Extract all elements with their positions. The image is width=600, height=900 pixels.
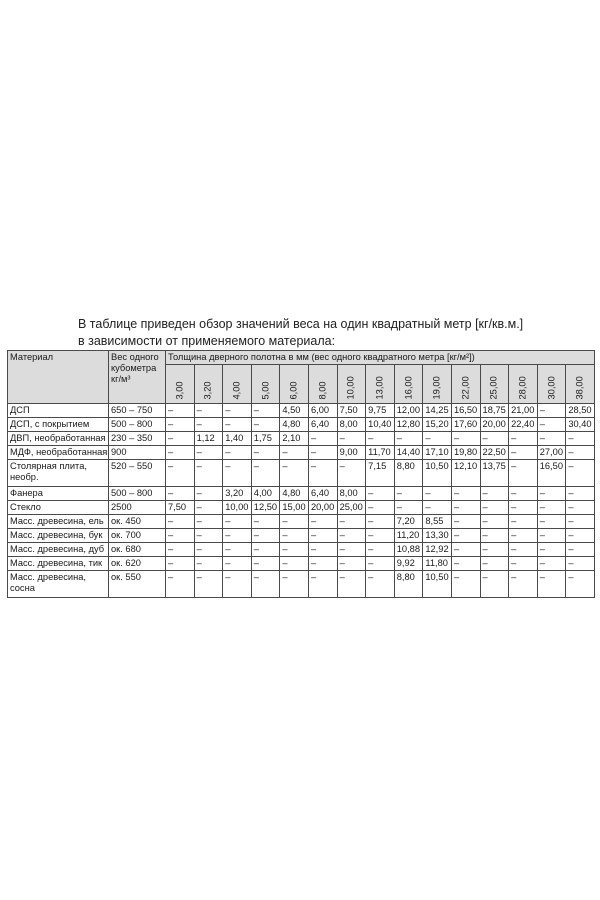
cell-value: – xyxy=(537,418,566,432)
cell-value: – xyxy=(566,460,595,487)
header-thickness-label: 16,00 xyxy=(403,376,414,400)
cell-value: – xyxy=(537,529,566,543)
cell-density: 900 xyxy=(109,446,166,460)
table-row xyxy=(8,404,595,418)
header-thickness xyxy=(337,365,366,404)
cell-material: ДСП, с покрытием xyxy=(8,418,109,432)
cell-value: – xyxy=(537,557,566,571)
cell-value: – xyxy=(366,557,395,571)
cell-value: – xyxy=(480,571,509,598)
table-row xyxy=(8,501,595,515)
table-row xyxy=(8,418,595,432)
cell-value: – xyxy=(166,460,195,487)
cell-value: – xyxy=(509,487,538,501)
cell-value: – xyxy=(194,501,223,515)
header-thickness-label: 22,00 xyxy=(460,376,471,400)
cell-value: 4,80 xyxy=(280,487,309,501)
cell-value: 8,55 xyxy=(423,515,452,529)
cell-value: – xyxy=(566,487,595,501)
cell-value: 14,40 xyxy=(394,446,423,460)
cell-value: – xyxy=(194,557,223,571)
cell-density: ок. 550 xyxy=(109,571,166,598)
cell-material: Масс. древесина, сосна xyxy=(8,571,109,598)
cell-value: 11,70 xyxy=(366,446,395,460)
cell-material: Масс. древесина, ель xyxy=(8,515,109,529)
cell-value: – xyxy=(223,446,252,460)
header-thickness-label: 13,00 xyxy=(374,376,385,400)
header-thickness-label: 5,00 xyxy=(260,381,271,400)
cell-material: Фанера xyxy=(8,487,109,501)
cell-value: – xyxy=(223,404,252,418)
cell-value: – xyxy=(537,501,566,515)
cell-value: 12,10 xyxy=(451,460,480,487)
cell-value: – xyxy=(223,557,252,571)
cell-value: – xyxy=(337,432,366,446)
cell-value: – xyxy=(251,515,280,529)
cell-value: 4,50 xyxy=(280,404,309,418)
header-thickness-label: 6,00 xyxy=(288,381,299,400)
cell-value: – xyxy=(337,515,366,529)
cell-value: – xyxy=(166,418,195,432)
cell-value: 7,20 xyxy=(394,515,423,529)
cell-density: 2500 xyxy=(109,501,166,515)
cell-value: – xyxy=(480,543,509,557)
cell-value: – xyxy=(480,515,509,529)
cell-value: – xyxy=(451,432,480,446)
cell-value: – xyxy=(194,404,223,418)
cell-value: 6,40 xyxy=(308,487,337,501)
cell-value: 19,80 xyxy=(451,446,480,460)
header-row-1 xyxy=(8,351,595,365)
cell-value: – xyxy=(366,515,395,529)
cell-value: – xyxy=(566,501,595,515)
cell-value: – xyxy=(394,432,423,446)
cell-value: 20,00 xyxy=(308,501,337,515)
header-density: Вес одного кубометра кг/м³ xyxy=(109,351,166,404)
cell-value: – xyxy=(423,501,452,515)
cell-value: – xyxy=(308,515,337,529)
cell-value: – xyxy=(451,487,480,501)
cell-value: – xyxy=(451,543,480,557)
cell-value: – xyxy=(251,460,280,487)
cell-value: 8,00 xyxy=(337,487,366,501)
header-thickness xyxy=(480,365,509,404)
cell-value: – xyxy=(308,432,337,446)
cell-value: – xyxy=(366,432,395,446)
cell-value: – xyxy=(223,571,252,598)
cell-value: – xyxy=(251,571,280,598)
cell-value: 4,00 xyxy=(251,487,280,501)
header-thickness xyxy=(423,365,452,404)
table-row xyxy=(8,460,595,487)
table-row xyxy=(8,515,595,529)
cell-value: – xyxy=(509,543,538,557)
cell-material: Масс. древесина, тик xyxy=(8,557,109,571)
cell-value: 7,15 xyxy=(366,460,395,487)
cell-value: – xyxy=(251,446,280,460)
cell-value: 1,12 xyxy=(194,432,223,446)
cell-value: – xyxy=(308,446,337,460)
cell-material: ДВП, необработанная xyxy=(8,432,109,446)
cell-material: Масс. древесина, дуб xyxy=(8,543,109,557)
cell-value: – xyxy=(566,571,595,598)
table-row xyxy=(8,557,595,571)
cell-value: – xyxy=(509,529,538,543)
cell-value: – xyxy=(166,432,195,446)
cell-value: 2,10 xyxy=(280,432,309,446)
cell-density: 500 – 800 xyxy=(109,487,166,501)
header-thickness xyxy=(394,365,423,404)
header-thickness xyxy=(194,365,223,404)
cell-value: – xyxy=(194,487,223,501)
header-thickness xyxy=(509,365,538,404)
cell-value: – xyxy=(308,557,337,571)
cell-material: Столярная плита, необр. xyxy=(8,460,109,487)
cell-value: – xyxy=(166,487,195,501)
cell-value: – xyxy=(566,529,595,543)
cell-value: 6,40 xyxy=(308,418,337,432)
cell-value: – xyxy=(280,515,309,529)
cell-value: – xyxy=(166,446,195,460)
cell-value: 10,88 xyxy=(394,543,423,557)
cell-value: – xyxy=(451,515,480,529)
cell-value: – xyxy=(223,418,252,432)
header-thickness xyxy=(251,365,280,404)
cell-value: 10,40 xyxy=(366,418,395,432)
header-thickness-label: 38,00 xyxy=(574,376,585,400)
cell-value: 28,50 xyxy=(566,404,595,418)
cell-value: – xyxy=(251,557,280,571)
header-thickness-label: 3,20 xyxy=(202,381,213,400)
cell-density: ок. 620 xyxy=(109,557,166,571)
cell-value: – xyxy=(566,543,595,557)
cell-value: – xyxy=(566,432,595,446)
cell-value: 7,50 xyxy=(337,404,366,418)
intro-line-1: В таблице приведен обзор значений веса на один квадратный метр [кг/кв.м.] xyxy=(78,317,524,331)
cell-value: – xyxy=(194,543,223,557)
cell-value: 12,80 xyxy=(394,418,423,432)
cell-value: – xyxy=(223,529,252,543)
cell-value: – xyxy=(451,529,480,543)
cell-value: – xyxy=(480,487,509,501)
cell-value: – xyxy=(308,460,337,487)
cell-value: – xyxy=(280,543,309,557)
cell-value: – xyxy=(537,432,566,446)
cell-value: – xyxy=(509,501,538,515)
cell-value: – xyxy=(280,460,309,487)
cell-value: 3,20 xyxy=(223,487,252,501)
cell-value: – xyxy=(337,557,366,571)
cell-value: – xyxy=(308,543,337,557)
table-row xyxy=(8,571,595,598)
cell-value: – xyxy=(480,557,509,571)
cell-value: 1,40 xyxy=(223,432,252,446)
cell-density: ок. 450 xyxy=(109,515,166,529)
cell-value: 8,80 xyxy=(394,571,423,598)
cell-density: ок. 680 xyxy=(109,543,166,557)
cell-value: – xyxy=(223,460,252,487)
cell-material: МДФ, необработанная xyxy=(8,446,109,460)
header-thickness-label: 19,00 xyxy=(431,376,442,400)
cell-density: 520 – 550 xyxy=(109,460,166,487)
cell-value: – xyxy=(251,529,280,543)
cell-value: – xyxy=(480,501,509,515)
cell-value: – xyxy=(223,515,252,529)
cell-value: 8,80 xyxy=(394,460,423,487)
cell-value: – xyxy=(509,432,538,446)
cell-value: 8,00 xyxy=(337,418,366,432)
header-thickness xyxy=(280,365,309,404)
header-thickness-group: Толщина дверного полотна в мм (вес одного квадратного метра [кг/м²]) xyxy=(166,351,595,365)
cell-value: – xyxy=(366,487,395,501)
header-thickness-label: 30,00 xyxy=(546,376,557,400)
cell-value: 12,00 xyxy=(394,404,423,418)
cell-density: ок. 700 xyxy=(109,529,166,543)
cell-value: 10,00 xyxy=(223,501,252,515)
cell-value: – xyxy=(509,446,538,460)
cell-value: – xyxy=(366,543,395,557)
table-row xyxy=(8,432,595,446)
cell-value: – xyxy=(451,571,480,598)
intro-line-2: в зависимости от применяемого материала: xyxy=(78,334,336,348)
cell-value: – xyxy=(337,543,366,557)
cell-value: – xyxy=(480,432,509,446)
cell-value: – xyxy=(251,543,280,557)
cell-value: – xyxy=(509,571,538,598)
cell-value: 25,00 xyxy=(337,501,366,515)
header-thickness xyxy=(366,365,395,404)
cell-material: Стекло xyxy=(8,501,109,515)
header-thickness-label: 3,00 xyxy=(174,381,185,400)
cell-value: – xyxy=(194,571,223,598)
header-thickness xyxy=(451,365,480,404)
cell-value: – xyxy=(194,460,223,487)
header-thickness-label: 8,00 xyxy=(317,381,328,400)
header-thickness xyxy=(537,365,566,404)
cell-value: 11,80 xyxy=(423,557,452,571)
cell-value: – xyxy=(537,487,566,501)
cell-value: – xyxy=(566,446,595,460)
cell-value: 16,50 xyxy=(451,404,480,418)
header-thickness-label: 10,00 xyxy=(345,376,356,400)
cell-value: 21,00 xyxy=(509,404,538,418)
cell-value: 13,30 xyxy=(423,529,452,543)
cell-value: – xyxy=(566,515,595,529)
table-row xyxy=(8,446,595,460)
cell-value: – xyxy=(509,557,538,571)
cell-value: – xyxy=(166,571,195,598)
cell-value: 17,60 xyxy=(451,418,480,432)
cell-value: 27,00 xyxy=(537,446,566,460)
cell-value: – xyxy=(537,543,566,557)
cell-density: 650 – 750 xyxy=(109,404,166,418)
cell-value: – xyxy=(251,404,280,418)
cell-value: 22,40 xyxy=(509,418,538,432)
intro-text xyxy=(78,316,578,350)
cell-value: – xyxy=(480,529,509,543)
cell-value: – xyxy=(366,529,395,543)
cell-value: – xyxy=(394,487,423,501)
cell-value: – xyxy=(223,543,252,557)
table-row xyxy=(8,543,595,557)
cell-value: 10,50 xyxy=(423,571,452,598)
cell-value: – xyxy=(451,501,480,515)
cell-value: – xyxy=(337,529,366,543)
cell-value: 16,50 xyxy=(537,460,566,487)
cell-value: 12,92 xyxy=(423,543,452,557)
cell-value: – xyxy=(280,571,309,598)
cell-value: 18,75 xyxy=(480,404,509,418)
cell-value: 9,00 xyxy=(337,446,366,460)
cell-value: – xyxy=(194,446,223,460)
cell-value: – xyxy=(280,446,309,460)
cell-value: – xyxy=(166,557,195,571)
cell-value: – xyxy=(537,404,566,418)
table-row xyxy=(8,529,595,543)
cell-value: 15,20 xyxy=(423,418,452,432)
cell-value: 15,00 xyxy=(280,501,309,515)
cell-value: 9,92 xyxy=(394,557,423,571)
cell-density: 230 – 350 xyxy=(109,432,166,446)
header-thickness xyxy=(166,365,195,404)
cell-value: 7,50 xyxy=(166,501,195,515)
cell-value: 6,00 xyxy=(308,404,337,418)
header-thickness-label: 28,00 xyxy=(517,376,528,400)
cell-value: 22,50 xyxy=(480,446,509,460)
cell-value: – xyxy=(337,460,366,487)
cell-value: 1,75 xyxy=(251,432,280,446)
cell-value: – xyxy=(308,571,337,598)
cell-value: 14,25 xyxy=(423,404,452,418)
cell-value: – xyxy=(394,501,423,515)
cell-value: – xyxy=(280,529,309,543)
cell-value: – xyxy=(251,418,280,432)
cell-value: – xyxy=(194,515,223,529)
cell-value: – xyxy=(509,460,538,487)
cell-value: – xyxy=(423,432,452,446)
cell-value: – xyxy=(366,501,395,515)
header-thickness xyxy=(308,365,337,404)
cell-value: 20,00 xyxy=(480,418,509,432)
cell-value: 13,75 xyxy=(480,460,509,487)
cell-value: 11,20 xyxy=(394,529,423,543)
cell-density: 500 – 800 xyxy=(109,418,166,432)
header-material: Материал xyxy=(8,351,109,404)
cell-value: – xyxy=(166,404,195,418)
cell-value: – xyxy=(366,571,395,598)
cell-value: – xyxy=(166,543,195,557)
cell-value: – xyxy=(280,557,309,571)
cell-value: – xyxy=(566,557,595,571)
cell-value: 4,80 xyxy=(280,418,309,432)
header-thickness-label: 4,00 xyxy=(231,381,242,400)
cell-value: 30,40 xyxy=(566,418,595,432)
cell-value: 10,50 xyxy=(423,460,452,487)
cell-material: Масс. древесина, бук xyxy=(8,529,109,543)
cell-value: – xyxy=(166,529,195,543)
cell-value: – xyxy=(423,487,452,501)
header-thickness xyxy=(223,365,252,404)
cell-value: – xyxy=(308,529,337,543)
cell-value: – xyxy=(537,515,566,529)
cell-value: – xyxy=(194,529,223,543)
cell-value: 12,50 xyxy=(251,501,280,515)
cell-material: ДСП xyxy=(8,404,109,418)
header-thickness-label: 25,00 xyxy=(488,376,499,400)
cell-value: – xyxy=(337,571,366,598)
weight-table xyxy=(7,350,595,598)
cell-value: – xyxy=(451,557,480,571)
cell-value: 9,75 xyxy=(366,404,395,418)
cell-value: 17,10 xyxy=(423,446,452,460)
cell-value: – xyxy=(537,571,566,598)
header-thickness xyxy=(566,365,595,404)
table-row xyxy=(8,487,595,501)
cell-value: – xyxy=(194,418,223,432)
cell-value: – xyxy=(509,515,538,529)
cell-value: – xyxy=(166,515,195,529)
